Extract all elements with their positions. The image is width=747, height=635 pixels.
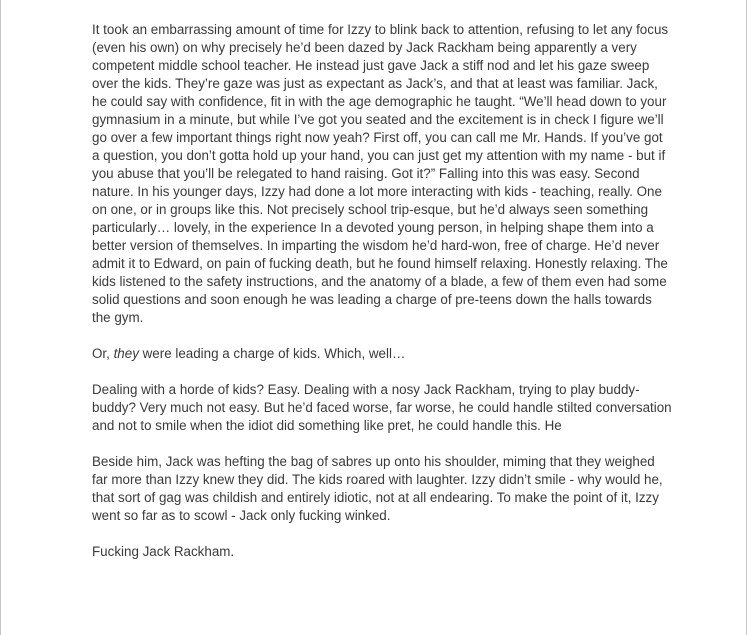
document-body	[92, 21, 672, 579]
paragraph-opening: It took an embarrassing amount of time for Izzy to blink back to attention, refusing to let any focus (even his own) on why precisely he’d been dazed by Jack Rackham being apparently a very competent middle school teacher. He instead just gave Jack a stiff nod and let his gaze sweep over the kids. They’re gaze was just as expectant as Jack’s, and that at least was familiar. Jack, he could say with confidence, fit in with the age demographic he taught. “We’ll head down to your gymnasium in a minute, but while I’ve got you seated and the excitement is in check I figure we’ll go over a few important things right now yeah? First off, you can call me Mr. Hands. If you’ve got a question, you don’t gotta hold up your hand, you can just get my attention with my name - but if you abuse that you’ll be relegated to hand raising. Got it?” Falling into this was easy. Second nature. In his younger days, Izzy had done a lot more interacting with kids - teaching, really. One on one, or in groups like this. Not precisely school trip-esque, but he’d always seen something particularly… lovely, in the experience In a devoted young person, in helping shape them into a better version of themselves. In imparting the wisdom he’d hard-won, free of charge. He’d never admit it to Edward, on pain of fucking death, but he found himself relaxing. Honestly relaxing. The kids listened to the safety instructions, and the anatomy of a blade, a few of them even had some solid questions and soon enough he was leading a charge of pre-teens down the halls towards the gym.	[92, 22, 669, 325]
paragraph-or-they-tail: were leading a charge of kids. Which, well…	[138, 346, 406, 361]
paragraph-horde: Dealing with a horde of kids? Easy. Dealing with a nosy Jack Rackham, trying to play buddy-buddy? Very much not easy. But he’d faced worse, far worse, he could handle stilted conversation and not to smile when the idiot did something like pret, he could handle this. He	[92, 382, 672, 433]
paragraph-or-they-lead: Or,	[92, 346, 114, 361]
paragraph-or-they	[92, 345, 672, 363]
paragraph-beside-him: Beside him, Jack was hefting the bag of sabres up onto his shoulder, miming that they weighed far more than Izzy knew they did. The kids roared with laughter. Izzy didn’t smile - why would he, that sort of gag was childish and entirely idiotic, not at all endearing. To make the point of it, Izzy went so far as to scowl - Jack only fucking winked.	[92, 454, 663, 523]
paragraph-closing: Fucking Jack Rackham.	[92, 544, 235, 559]
paragraph-or-they-emphasis: they	[113, 346, 139, 361]
